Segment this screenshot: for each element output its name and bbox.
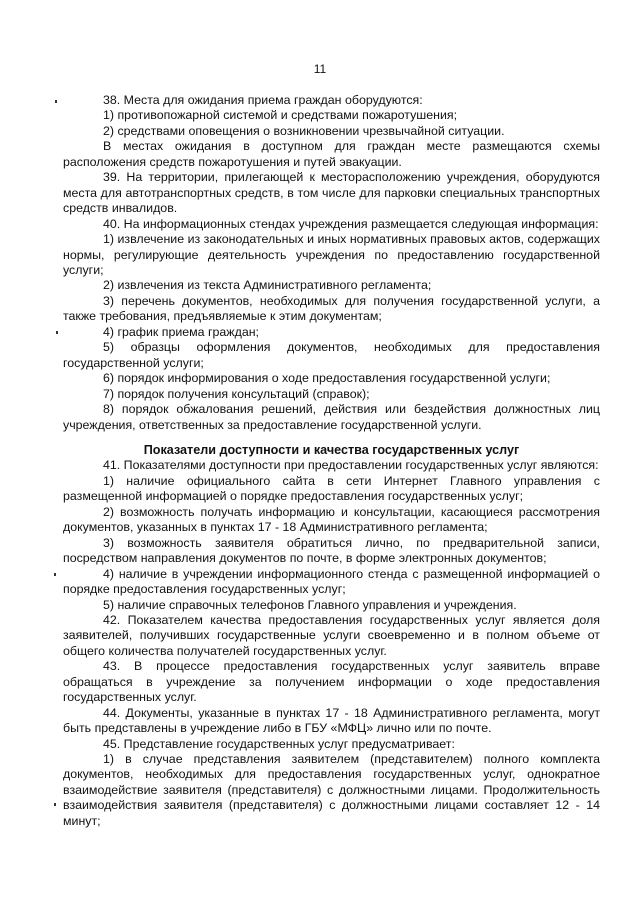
- paragraph: 42. Показателем качества предоставления государственных услуг является доля заявителей, получивших государственные услуги своевременно и в полном объеме от общего количества получателей государственных услуг.: [63, 612, 600, 658]
- paragraph: 2) возможность получать информацию и консультации, касающиеся рассмотрения документов, указанных в пунктах 17 - 18 Административного регламента;: [63, 504, 600, 535]
- section-heading: Показатели доступности и качества государственных услуг: [143, 442, 520, 457]
- paragraph: 1) наличие официального сайта в сети Интернет Главного управления с размещенной информацией о порядке предоставления государственных услуг;: [63, 473, 600, 504]
- paragraph: В местах ожидания в доступном для граждан месте размещаются схемы расположения средств пожаротушения и путей эвакуации.: [63, 139, 600, 169]
- paragraph: 3) перечень документов, необходимых для получения государственной услуги, а также требования, предъявляемые к этим документам;: [63, 293, 600, 324]
- paragraph: 43. В процессе предоставления государственных услуг заявитель вправе обращаться в учреждение за получением информации о ходе предоставления государственных услуг.: [63, 659, 600, 705]
- paragraph: 2) извлечения из текста Административного регламента;: [103, 278, 432, 293]
- paragraph: 4) график приема граждан;: [103, 324, 260, 339]
- paragraph: 41. Показателями доступности при предоставлении государственных услуг являются:: [103, 458, 599, 473]
- margin-mark: [54, 573, 56, 576]
- paragraph: 1) извлечение из законодательных и иных нормативных правовых актов, содержащих нормы, регулирующие деятельность учреждения по предоставлению государственной услуги;: [63, 232, 600, 277]
- paragraph: 3) возможность заявителя обратиться лично, по предварительной записи, посредством направления документов по почте, в форме электронных документов;: [63, 535, 600, 566]
- document-body: [63, 93, 600, 829]
- paragraph: 6) порядок информирования о ходе предоставления государственной услуги;: [103, 371, 551, 386]
- paragraph: 4) наличие в учреждении информационного стенда с размещенной информацией о порядке предоставления государственных услуг;: [63, 566, 600, 597]
- page-number: 11: [313, 62, 327, 76]
- paragraph: 7) порядок получения консультаций (справок);: [103, 386, 370, 401]
- margin-mark: [54, 803, 56, 806]
- paragraph: 40. На информационных стендах учреждения размещается следующая информация:: [103, 216, 599, 231]
- paragraph: 5) образцы оформления документов, необходимых для предоставления государственной услуги;: [63, 340, 600, 370]
- paragraph: 1) противопожарной системой и средствами пожаротушения;: [103, 108, 458, 123]
- paragraph: 45. Представление государственных услуг предусматривает:: [103, 736, 455, 751]
- paragraph: 38. Места для ожидания приема граждан оборудуются:: [103, 93, 423, 107]
- paragraph: 5) наличие справочных телефонов Главного управления и учреждения.: [103, 597, 517, 612]
- paragraph: 1) в случае представления заявителем (представителем) полного комплекта документов, необходимых для предоставления государственных услуг, однократное взаимодействие заявителя (представителя) с должностными лицами. Продолжительность взаимодействия заявителя (представителя) с должностными лицами составляет 12 - 14 минут;: [63, 752, 600, 828]
- margin-mark: [56, 331, 58, 334]
- paragraph: 2) средствами оповещения о возникновении чрезвычайной ситуации.: [103, 123, 505, 138]
- paragraph: 44. Документы, указанные в пунктах 17 - 18 Административного регламента, могут быть представлены в учреждение либо в ГБУ «МФЦ» лично или по почте.: [63, 705, 600, 736]
- paragraph: 39. На территории, прилегающей к месторасположению учреждения, оборудуются места для автотранспортных средств, в том числе для парковки специальных транспортных средств инвалидов.: [63, 170, 600, 216]
- paragraph: 8) порядок обжалования решений, действия или бездействия должностных лиц учреждения, ответственных за предоставление государственной услуги.: [63, 402, 600, 432]
- margin-mark: [55, 100, 57, 103]
